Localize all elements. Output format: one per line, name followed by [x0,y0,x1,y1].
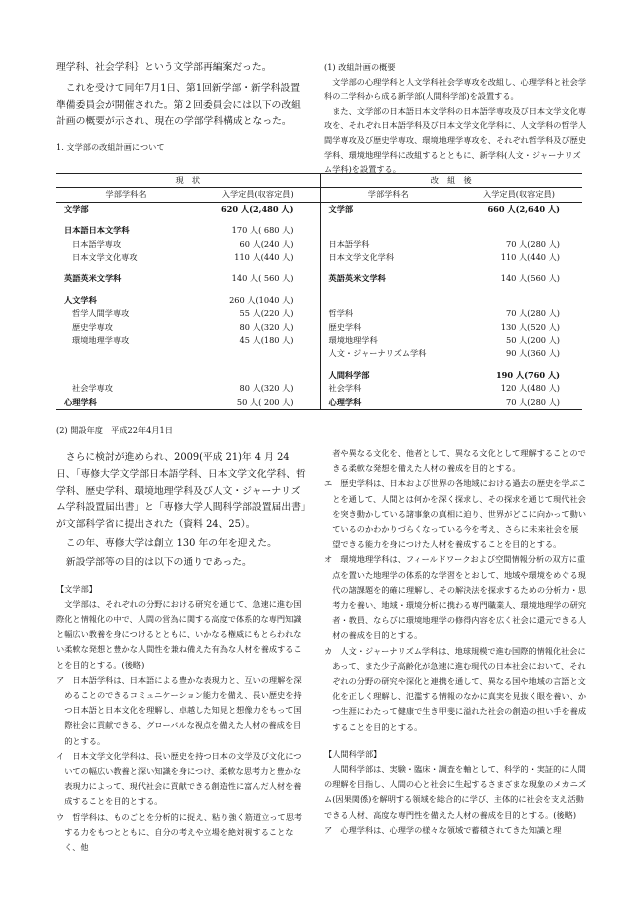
cell-current-capacity: 110 人(440 人) [196,251,320,264]
table-row [56,294,582,307]
reorganization-table [56,173,582,410]
cell-after-dept: 英語英米文学科 [328,273,386,284]
cell-current-capacity: 45 人(180 人) [196,334,320,347]
item-u-philosophy: ウ 哲学科は、ものごとを分析的に捉え、粘り強く筋道立って思考する力をもつとともに、自分の考えや立場を絶対視することなく、他 [56,811,303,853]
item-a-japanese: ア 日本語学科は、日本語による豊かな表現力と、互いの理解を深めることのできるコミュニケーション能力を備え、長い歴史を持つ日本語と日本文化を理解し、卓越した知見と想像力をもって国際社会に貢献できる、グローバルな視点を備えた人材の養成を目的とする。 [56,674,302,746]
header-current: 現 状 [56,174,320,188]
left-top-column [56,60,308,155]
cell-current-dept: 人文学科 [64,294,97,305]
item-ka-journalism: カ 人文・ジャーナリズム学科は、地球規模で進む国際的情報化社会にあって、また少子高齢化が急速に進む現代の日本社会において、それぞれの分野の研究や深化と連携を通して、異なる国や地域の言語と文化を正しく理解し、氾濫する情報のなかに真実を見抜く眼を養い、かつ生涯にわたって健康で生き甲斐に溢れた社会の創造の担い手を養成することを目的とする。 [324,645,587,732]
table-row [56,238,582,251]
human-sciences-purpose: 人間科学部は、実験・臨床・調査を軸として、科学的・実証的に人間の理解を目指し、人間の心と社会に生起するさまざまな現象のメカニズム(因果関係)を解明する領域を総合的に学び、主体的に社会を支え活動できる人材、高度な専門性を備えた人材の養成を目的とする。(後略) [324,764,587,820]
left-body-paragraph-2: この年、専修大学は創立 130 年の年を迎えた。 [65,537,277,549]
table-row [56,224,582,237]
cell-after-dept: 日本語学科 [328,238,370,249]
cell-current-capacity [196,369,320,382]
cell-current-capacity: 55 人(220 人) [196,307,320,320]
cell-after-dept [320,294,456,307]
table-row [56,369,582,382]
table-row [56,396,582,410]
cell-current-capacity: 80 人(320 人) [196,321,320,334]
cell-after-dept: 哲学科 [328,308,354,319]
section-heading-reorg-plan: 1. 文学部の改組計画について [56,142,165,153]
table-row [56,382,582,395]
cell-current-dept: 日本語日本文学科 [64,225,130,236]
cell-current-dept: 歴史学専攻 [72,321,113,332]
cell-current-dept [56,369,196,382]
opening-year-line [56,423,316,438]
cell-current-capacity: 140 人( 560 人) [196,272,320,285]
cell-after-capacity: 120 人(480 人) [500,383,560,394]
cell-current-dept [56,347,196,360]
cell-after-capacity [456,224,582,237]
cell-current-dept: 哲学人間学専攻 [72,308,130,319]
cell-after-dept: 文学部 [328,203,354,214]
cell-after-capacity: 140 人(560 人) [500,273,560,284]
section-literature-heading: 【文学部】 [56,583,97,594]
right-top-column [324,60,586,177]
cell-current-dept: 日本語学専攻 [72,238,122,249]
cell-after-capacity: 110 人(440 人) [500,252,560,263]
cell-after-dept: 環境地理学科 [328,335,378,346]
cell-after-capacity: 130 人(520 人) [500,321,560,332]
right-body-column [324,446,586,838]
cell-after-dept: 日本文学文化学科 [328,252,395,263]
cell-after-dept: 社会学科 [328,383,362,394]
header-dept-current: 学部学科名 [56,188,196,202]
cell-after-capacity: 70 人(280 人) [505,238,560,249]
cell-after-dept: 人間科学部 [328,369,370,380]
left-top-paragraph-1: 理学科、社会学科｝という文学部再編案だった。 [56,62,272,73]
left-body-column [56,450,308,855]
cell-after-capacity [456,294,582,307]
cell-current-capacity [196,347,320,360]
cell-current-dept: 英語英米文学科 [64,273,122,284]
item-e-history: エ 歴史学科は、日本および世界の各地域における過去の歴史を学ぶことを通して、人間とは何かを深く探求し、その探求を通じて現代社会を突き動かしている諸事象の真相に迫り、世界がどこに向かって動いているのかわかりづらくなっている今を考え、さらに未来社会を展望できる能力を身につけた人材を養成することを目的とする。 [324,478,587,550]
cell-current-capacity: 80 人(320 人) [196,382,320,395]
header-capacity-after: 入学定員(収容定員) [456,188,582,202]
cell-current-capacity: 260 人(1040 人) [196,294,320,307]
table-row [56,264,582,272]
cell-after-capacity: 50 人(200 人) [505,335,560,346]
table-row [56,347,582,360]
cell-after-dept: 心理学科 [320,396,456,410]
table-row [56,334,582,347]
cell-current-capacity: 50 人( 200 人) [196,396,320,410]
cell-after-capacity: 190 人(760 人) [495,369,560,380]
cell-after-capacity: 90 人(360 人) [505,348,560,359]
header-capacity-current: 入学定員(収容定員) [196,188,320,202]
table-row [56,251,582,264]
literature-purpose: 文学部は、それぞれの分野における研究を通じて、急速に進む国際化と情報化の中で、人間の営為に関する高度で体系的な専門知識と幅広い教養を身につけるとともに、いかなる権威にもとらわれない柔軟な発想と豊かな人間性を兼ね備えた有為な人材を養成することを目的とする。(後略) [56,598,302,670]
cell-after-capacity: 70 人(280 人) [456,396,582,410]
cell-after-dept: 歴史学科 [328,321,362,332]
item-u-continued: 者や異なる文化を、他者として、異なる文化として理解することのできる柔軟な発想を備えた人材の養成を目的とする。 [332,448,586,474]
table-row [56,272,582,285]
table-row [56,286,582,294]
table-row [56,307,582,320]
opening-year-text: (2) 開設年度 平成22年4月1日 [56,425,173,435]
section-human-sciences-heading: 【人間科学部】 [324,748,382,759]
cell-after-dept [320,224,456,237]
cell-current-dept: 日本文学文化専攻 [72,252,138,263]
header-dept-after: 学部学科名 [320,188,456,202]
plan-overview-paragraph-2: また、文学部の日本語日本文学科の日本語学専攻及び日本文学文化専攻を、それぞれ日本語学科及び日本文学文化学科に、人文学科の哲学人間学専攻及び歴史学専攻、環境地理学専攻を、それぞれ哲学科及び歴史学科、環境地理学科に改組するとともに、新学科(人文・ジャーナリズム学科)を設置する。 [324,105,587,175]
table-row [56,202,582,216]
cell-current-dept: 社会学専攻 [72,383,113,394]
cell-current-dept: 心理学科 [56,396,196,410]
left-top-paragraph-2: これを受けて同年7月1日、第1回新学部・新学科設置準備委員会が開催された。第２回委員会には以下の改組計画の概要が示され、現在の学部学科構成となった。 [56,82,301,128]
table-row [56,216,582,224]
item-i-japanese-literature: イ 日本文学文化学科は、長い歴史を持つ日本の文学及び文化についての幅広い教養と深い知識を身につけ、柔軟な思考力と豊かな表現力によって、現代社会に貢献できる創造性に富んだ人材を養成することを目的とする。 [56,750,302,807]
item-a-psychology: ア 心理学科は、心理学の様々な領域で蓄積されてきた知識と理 [324,824,562,835]
item-o-geography: オ 環境地理学科は、フィールドワークおよび空間情報分析の双方に重点を置いた地理学の体系的な学習をとおして、地域や環境をめぐる現代の諸課題を的確に理解し、その解決法を探求するための分析力・思考力を養い、地域・環境分析に携わる専門職業人、環境地理学の研究者・教員、ならびに環境地理学の修得内容を広く社会に還元できる人材の養成を目的とする。 [324,554,587,641]
header-after: 改 組 後 [320,174,582,188]
cell-current-dept: 環境地理学専攻 [72,335,130,346]
plan-overview-paragraph-1: 文学部の心理学科と人文学科社会学専攻を改組し、心理学科と社会学科の二学科から成る新学部(人間科学部)を設置する。 [324,76,587,102]
cell-after-capacity: 660 人(2,640 人) [487,203,560,214]
cell-after-capacity: 70 人(280 人) [505,308,560,319]
cell-after-dept: 人文・ジャーナリズム学科 [328,348,427,359]
left-body-paragraph-1: さらに検討が進められ、2009(平成 21)年 4 月 24 日、「専修大学文学部日本語学科、日本文学文化学科、哲学科、歴史学科、環境地理学科及び人文・ジャーナリズム学科設置届出書」と「専修大学人間科学部設置届出書」が文部科学省に提出された（資料 24、25）。 [56,452,306,531]
plan-overview-heading: (1) 改組計画の概要 [324,62,396,72]
table-row [56,361,582,369]
table-row [56,321,582,334]
cell-current-capacity: 620 人(2,480 人) [196,202,320,216]
cell-current-capacity: 60 人(240 人) [196,238,320,251]
cell-current-dept: 文学部 [64,203,89,214]
cell-current-capacity: 170 人( 680 人) [196,224,320,237]
left-body-paragraph-3: 新設学部等の目的は以下の通りであった。 [65,556,252,568]
